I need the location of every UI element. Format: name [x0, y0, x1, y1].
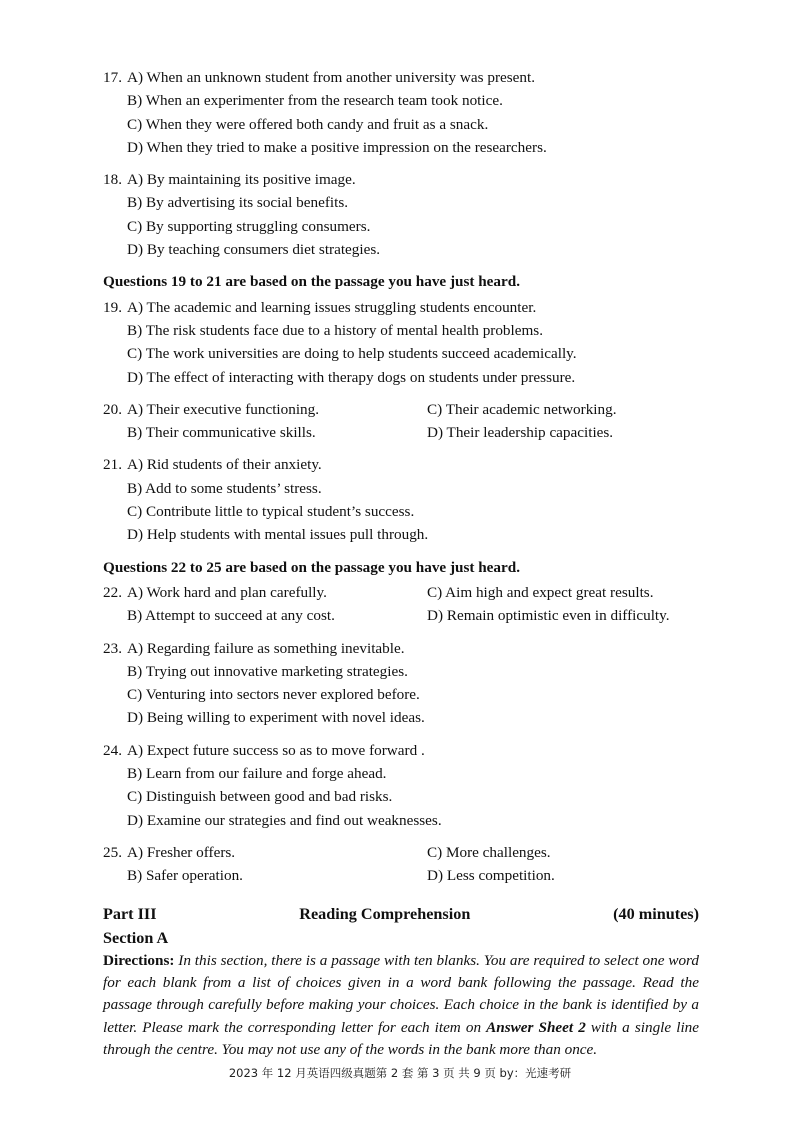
question-24 [103, 739, 699, 832]
question-number: 18. [103, 171, 122, 189]
question-number: 19. [103, 298, 122, 316]
option-c: C) Their academic networking. [427, 400, 617, 418]
question-number: 25. [103, 843, 122, 861]
option-d: D) Being willing to experiment with novel ideas. [127, 709, 425, 727]
part-time: (40 minutes) [613, 904, 699, 923]
option-b: B) Trying out innovative marketing strategies. [127, 662, 408, 680]
option-a: A) When an unknown student from another university was present. [127, 69, 536, 86]
option-d: D) Less competition. [427, 867, 555, 885]
question-number: 23. [103, 639, 122, 657]
option-b: B) Their communicative skills. [127, 424, 316, 442]
question-number: 24. [103, 741, 122, 759]
question-18 [103, 168, 699, 261]
question-20 [103, 398, 699, 445]
part-heading [103, 902, 699, 926]
page-content [103, 66, 699, 1062]
option-b: B) The risk students face due to a history of mental health problems. [127, 321, 544, 339]
question-number: 17. [103, 69, 122, 86]
option-d: D) Examine our strategies and find out weaknesses. [127, 811, 442, 829]
question-19 [103, 296, 699, 389]
option-a: A) Fresher offers. [127, 843, 236, 861]
option-a: A) By maintaining its positive image. [127, 171, 356, 189]
option-d: D) The effect of interacting with therapy dogs on students under pressure. [127, 368, 576, 386]
option-b: B) Attempt to succeed at any cost. [127, 607, 335, 625]
question-25 [103, 841, 699, 888]
option-c: C) Contribute little to typical student’s success. [127, 503, 415, 521]
option-c: C) By supporting struggling consumers. [127, 217, 371, 235]
option-b: B) Learn from our failure and forge ahead. [127, 765, 387, 783]
directions [103, 950, 699, 1062]
question-23 [103, 637, 699, 730]
option-d: D) Help students with mental issues pull through. [127, 526, 429, 544]
answer-sheet-label: Answer Sheet 2 [486, 1018, 586, 1036]
option-b: B) When an experimenter from the research team took notice. [127, 92, 503, 110]
page-footer: 2023 年 12 月英语四级真题第 2 套 第 3 页 共 9 页 by：光速考研 [228, 1066, 572, 1080]
option-c: C) More challenges. [427, 843, 551, 861]
option-a: A) Rid students of their anxiety. [127, 456, 322, 474]
option-d: D) Their leadership capacities. [427, 424, 614, 442]
option-b: B) Add to some students’ stress. [127, 479, 322, 497]
option-a: A) Work hard and plan carefully. [127, 583, 327, 601]
option-a: A) Expect future success so as to move forward . [127, 741, 425, 759]
section-label: Section A [103, 928, 169, 947]
option-d: D) By teaching consumers diet strategies. [127, 241, 381, 259]
question-number: 21. [103, 456, 122, 474]
option-c: C) When they were offered both candy and fruit as a snack. [127, 115, 489, 133]
option-a: A) The academic and learning issues struggling students encounter. [127, 298, 537, 316]
option-b: B) By advertising its social benefits. [127, 194, 349, 212]
passage-header-22-25: Questions 22 to 25 are based on the passage you have just heard. [103, 558, 520, 576]
question-number: 20. [103, 400, 122, 418]
option-c: C) The work universities are doing to help students succeed academically. [127, 345, 577, 363]
question-17 [103, 66, 699, 159]
option-c: C) Distinguish between good and bad risks. [127, 788, 393, 806]
part-label: Part III [103, 904, 157, 923]
option-a: A) Their executive functioning. [127, 400, 320, 418]
part-title: Reading Comprehension [299, 904, 471, 923]
question-number: 22. [103, 583, 122, 601]
directions-label: Directions: [103, 951, 175, 969]
option-c: C) Aim high and expect great results. [427, 583, 654, 601]
option-d: D) When they tried to make a positive impression on the researchers. [127, 138, 547, 156]
option-d: D) Remain optimistic even in difficulty. [427, 607, 670, 625]
option-b: B) Safer operation. [127, 867, 243, 885]
option-a: A) Regarding failure as something inevitable. [127, 639, 405, 657]
question-22 [103, 581, 699, 628]
directions-text-1: In this section, there is a passage with ten blanks. You are required to select one word for each blank from a list of choices given in a word bank following the passage. Read the passage through carefully before making your choices. Each choice in the bank is identified by a letter. Please mark the corresponding letter for each item on [103, 951, 699, 1036]
question-21 [103, 453, 699, 546]
option-c: C) Venturing into sectors never explored before. [127, 686, 420, 704]
directions-text-2: with a single line through the centre. You may not use any of the words in the bank more than once. [103, 1018, 699, 1059]
passage-header-19-21: Questions 19 to 21 are based on the passage you have just heard. [103, 273, 520, 291]
